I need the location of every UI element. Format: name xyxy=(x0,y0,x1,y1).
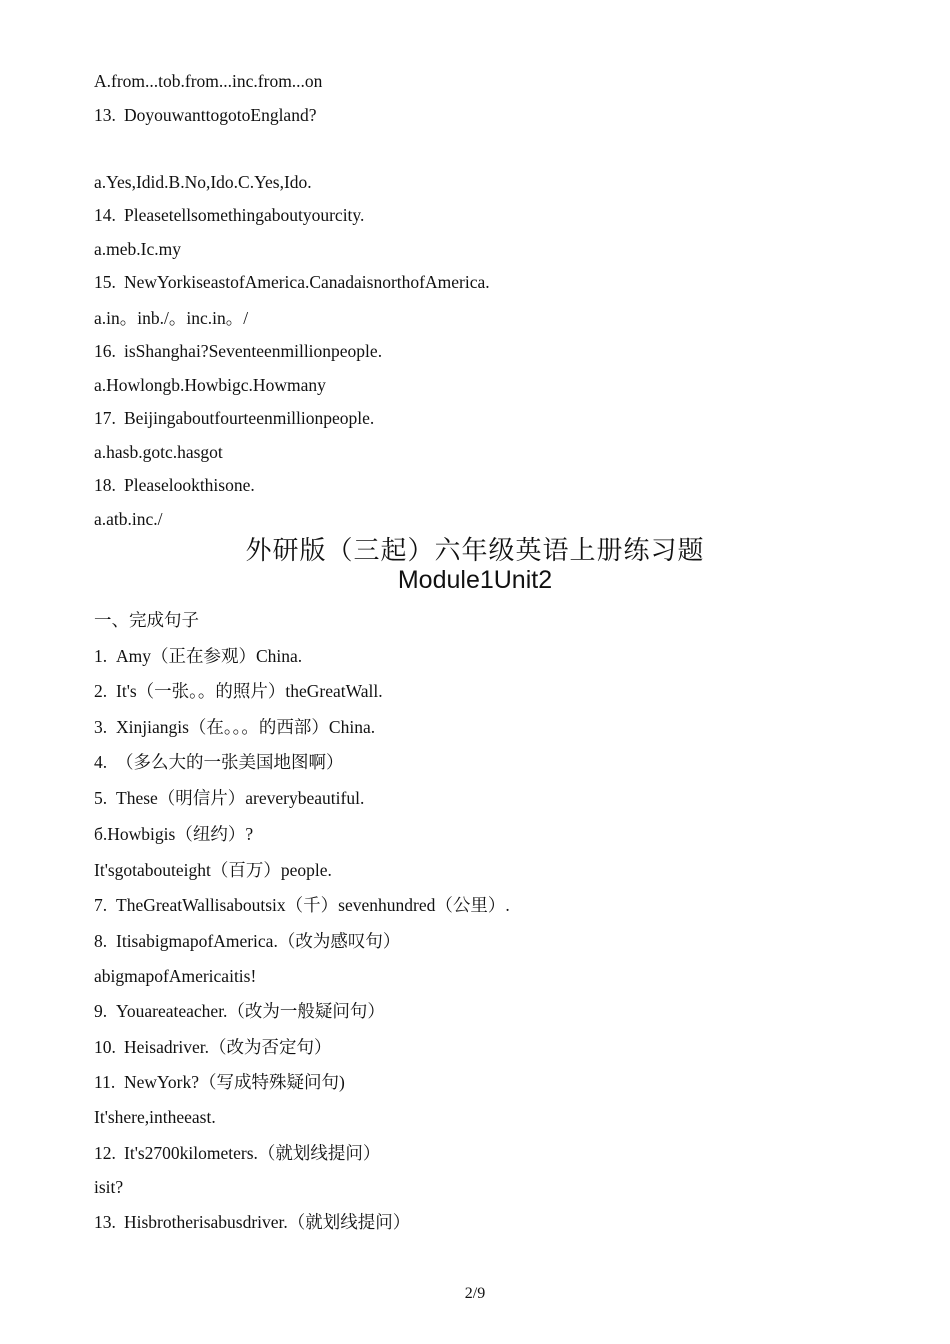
item-8 xyxy=(94,930,400,952)
item-text: It's2700kilometers.（就划线提问） xyxy=(124,1143,381,1163)
item-5 xyxy=(94,787,364,809)
item-text: ItisabigmapofAmerica.（改为感叹句） xyxy=(116,931,401,951)
option-line: a.Yes,Idid.B.No,Ido.C.Yes,Ido. xyxy=(94,172,312,192)
option-line: a.hasb.gotc.hasgot xyxy=(94,442,223,462)
question-text: isShanghai?Seventeenmillionpeople. xyxy=(124,341,383,361)
item-4 xyxy=(94,751,344,773)
item-number: 2. xyxy=(94,681,108,701)
item-text: Heisadriver.（改为否定句） xyxy=(124,1037,332,1057)
question-text: NewYorkiseastofAmerica.CanadaisnorthofAmerica. xyxy=(124,272,490,292)
item-number: 5. xyxy=(94,788,108,808)
item-text: Xinjiangis（在。。。的西部）China. xyxy=(116,717,376,737)
item-number: 13. xyxy=(94,1212,116,1232)
item-text: （多么大的一张美国地图啊） xyxy=(116,752,344,772)
question-text: DoyouwanttogotoEngland? xyxy=(124,105,317,125)
item-number: 11. xyxy=(94,1072,116,1092)
question-text: Pleasetellsomethingaboutyourcity. xyxy=(124,205,365,225)
question-17 xyxy=(94,407,374,429)
option-line: a.in。inb./。inc.in。/ xyxy=(94,308,249,328)
item-text: Youareateacher.（改为一般疑问句） xyxy=(116,1001,385,1021)
question-16 xyxy=(94,340,382,362)
question-number: 17. xyxy=(94,408,116,428)
item-12-answer: isit? xyxy=(94,1177,124,1197)
item-number: 9. xyxy=(94,1001,108,1021)
option-line: a.Howlongb.Howbigc.Howmany xyxy=(94,375,326,395)
option-line: A.from...tob.from...inc.from...on xyxy=(94,71,323,91)
item-1 xyxy=(94,645,302,667)
item-number: 10. xyxy=(94,1037,116,1057)
item-6-question: б.Howbigis（纽约）? xyxy=(94,824,254,844)
section-heading: 一、完成句子 xyxy=(94,610,199,630)
item-8-answer: abigmapofAmericaitis! xyxy=(94,966,257,986)
item-13 xyxy=(94,1211,410,1233)
item-text: NewYork?（写成特殊疑问句) xyxy=(124,1072,345,1092)
item-number: 7. xyxy=(94,895,108,915)
question-number: 14. xyxy=(94,205,116,225)
item-6-answer: It'sgotabouteight（百万）people. xyxy=(94,860,332,880)
item-3 xyxy=(94,716,375,738)
item-text: TheGreatWallisaboutsix（千）sevenhundred（公里）. xyxy=(116,895,510,915)
item-number: 3. xyxy=(94,717,108,737)
item-text: Hisbrotherisabusdriver.（就划线提问） xyxy=(124,1212,411,1232)
question-18 xyxy=(94,474,255,496)
item-11-answer: It'shere,intheeast. xyxy=(94,1107,216,1127)
page-number: 2/9 xyxy=(464,1285,486,1302)
item-12 xyxy=(94,1142,380,1164)
question-number: 15. xyxy=(94,272,116,292)
question-15 xyxy=(94,271,490,293)
question-text: Beijingaboutfourteenmillionpeople. xyxy=(124,408,375,428)
question-number: 18. xyxy=(94,475,116,495)
item-text: These（明信片）areverybeautiful. xyxy=(116,788,365,808)
item-number: 12. xyxy=(94,1143,116,1163)
document-title-chinese: 外研版（三起）六年级英语上册练习题 xyxy=(245,536,705,566)
item-number: 1. xyxy=(94,646,108,666)
item-text: Amy（正在参观）China. xyxy=(116,646,303,666)
question-14 xyxy=(94,204,364,226)
document-title-module: Module1Unit2 xyxy=(397,566,553,594)
option-line: a.meb.Ic.my xyxy=(94,239,181,259)
item-text: It's（一张。。的照片）theGreatWall. xyxy=(116,681,383,701)
item-9 xyxy=(94,1000,385,1022)
question-number: 13. xyxy=(94,105,116,125)
question-text: Pleaselookthisone. xyxy=(124,475,255,495)
item-10 xyxy=(94,1036,332,1058)
item-number: 8. xyxy=(94,931,108,951)
item-2 xyxy=(94,680,383,702)
option-line: a.atb.inc./ xyxy=(94,509,163,529)
question-number: 16. xyxy=(94,341,116,361)
item-number: 4. xyxy=(94,752,108,772)
question-13 xyxy=(94,104,316,126)
item-11 xyxy=(94,1071,345,1093)
item-7 xyxy=(94,894,510,916)
